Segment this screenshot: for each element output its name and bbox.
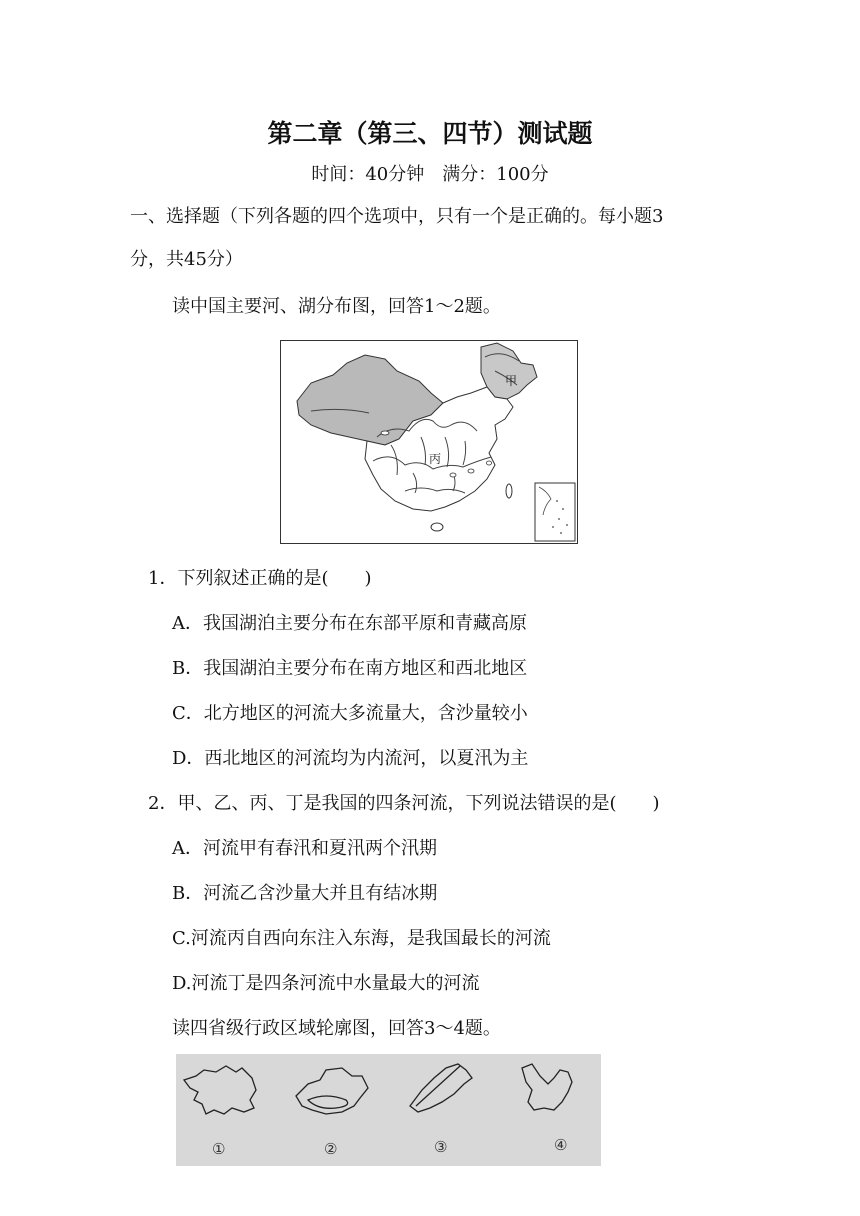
dongting-lake-shape	[450, 473, 456, 477]
province-outline-2	[296, 1068, 368, 1114]
question-2-option-d: D.河流丁是四条河流中水量最大的河流	[172, 973, 480, 994]
page-title: 第二章（第三、四节）测试题	[267, 119, 593, 148]
question-2-option-a: A．河流甲有春汛和夏汛两个汛期	[172, 838, 437, 859]
qinghai-lake-shape	[381, 431, 389, 435]
province-outlines-figure	[176, 1054, 601, 1166]
map-label-jia: 甲	[505, 374, 518, 388]
taiwan-island-shape	[506, 484, 512, 498]
outline-label-3: ③	[434, 1138, 448, 1156]
section-heading-line2: 分，共45分）	[130, 249, 243, 270]
question-1-option-a: A．我国湖泊主要分布在东部平原和青藏高原	[172, 613, 527, 634]
outline-label-1: ①	[212, 1140, 226, 1158]
map-intro: 读中国主要河、湖分布图，回答1～2题。	[172, 296, 501, 317]
question-2-option-b: B．河流乙含沙量大并且有结冰期	[172, 883, 438, 904]
question-2-option-c: C.河流丙自西向东注入东海，是我国最长的河流	[172, 928, 551, 949]
question-2-stem: 2．甲、乙、丙、丁是我国的四条河流，下列说法错误的是( )	[148, 793, 660, 814]
poyang-lake-shape	[468, 469, 474, 473]
map-label-bing: 丙	[429, 452, 442, 466]
china-map-graphic	[281, 341, 576, 542]
exam-info: 时间：40分钟 满分：100分	[311, 164, 549, 185]
section-heading-line1: 一、选择题（下列各题的四个选项中，只有一个是正确的。每小题3	[130, 206, 664, 227]
question-1-option-c: C．北方地区的河流大多流量大，含沙量较小	[172, 703, 528, 724]
province-outline-4	[522, 1064, 572, 1110]
province-outlines-graphic	[176, 1054, 601, 1166]
question-1-stem: 1．下列叙述正确的是( )	[148, 568, 372, 589]
province-outline-1	[184, 1066, 256, 1114]
province-outline-3	[410, 1064, 472, 1112]
outline-label-4: ④	[554, 1136, 568, 1154]
outline-label-2: ②	[324, 1140, 338, 1158]
south-china-sea-inset	[535, 483, 575, 541]
china-river-lake-map	[280, 340, 578, 544]
question-1-option-b: B．我国湖泊主要分布在南方地区和西北地区	[172, 658, 528, 679]
question-1-option-d: D．西北地区的河流均为内流河，以夏汛为主	[172, 748, 529, 769]
taihu-lake-shape	[487, 461, 492, 465]
outline-intro: 读四省级行政区域轮廓图，回答3～4题。	[172, 1018, 501, 1039]
hainan-island-shape	[431, 523, 443, 531]
